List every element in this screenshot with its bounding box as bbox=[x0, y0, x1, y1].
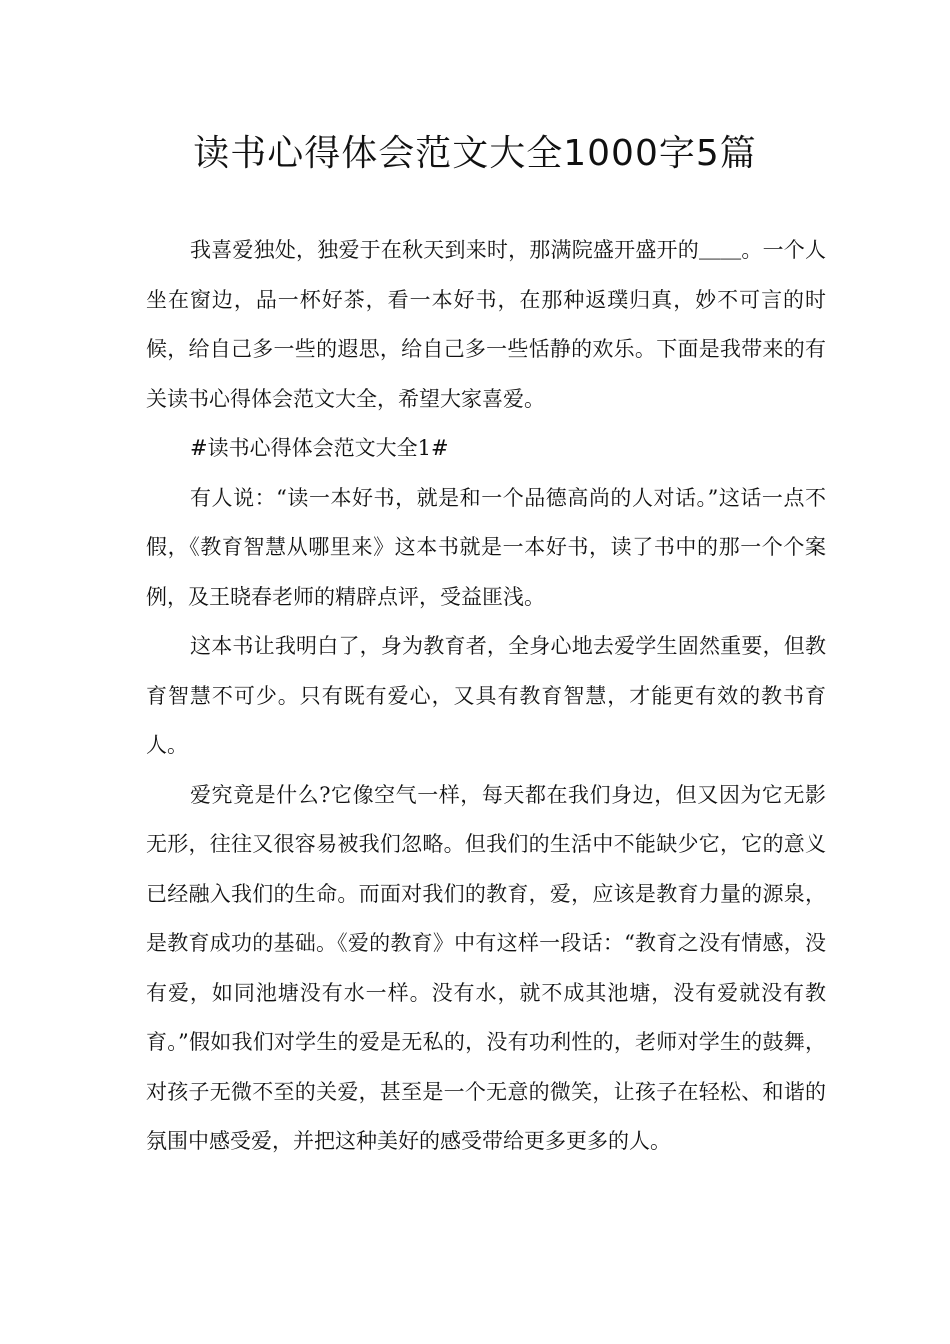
body-paragraph: 有人说：“读一本好书，就是和一个品德高尚的人对话。”这话一点不假，《教育智慧从哪里来》这本书就是一本好书，读了书中的那一个个案例，及王晓春老师的精辟点评，受益匪浅。 bbox=[146, 485, 826, 609]
section-heading: #读书心得体会范文大全1# bbox=[190, 436, 449, 460]
intro-paragraph: 我喜爱独处，独爱于在秋天到来时，那满院盛开盛开的＿＿。一个人坐在窗边，品一杯好茶，看一本好书，在那种返璞归真，妙不可言的时候，给自己多一些的遐思，给自己多一些恬静的欢乐。下面是我带来的有关读书心得体会范文大全，希望大家喜爱。 bbox=[146, 238, 826, 411]
document-title: 读书心得体会范文大全1000字5篇 bbox=[193, 133, 757, 174]
body-paragraph: 这本书让我明白了，身为教育者，全身心地去爱学生固然重要，但教育智慧不可少。只有既有爱心，又具有教育智慧，才能更有效的教书育人。 bbox=[146, 634, 826, 757]
document-body bbox=[146, 226, 826, 1167]
body-paragraph: 爱究竟是什么?它像空气一样，每天都在我们身边，但又因为它无影无形，往往又很容易被我们忽略。但我们的生活中不能缺少它，它的意义已经融入我们的生命。而面对我们的教育，爱，应该是教育力量的源泉，是教育成功的基础。《爱的教育》中有这样一段话：“教育之没有情感，没有爱，如同池塘没有水一样。没有水，就不成其池塘，没有爱就没有教育。”假如我们对学生的爱是无私的，没有功利性的，老师对学生的鼓舞，对孩子无微不至的关爱，甚至是一个无意的微笑，让孩子在轻松、和谐的氛围中感受爱，并把这种美好的感受带给更多更多的人。 bbox=[146, 782, 826, 1153]
